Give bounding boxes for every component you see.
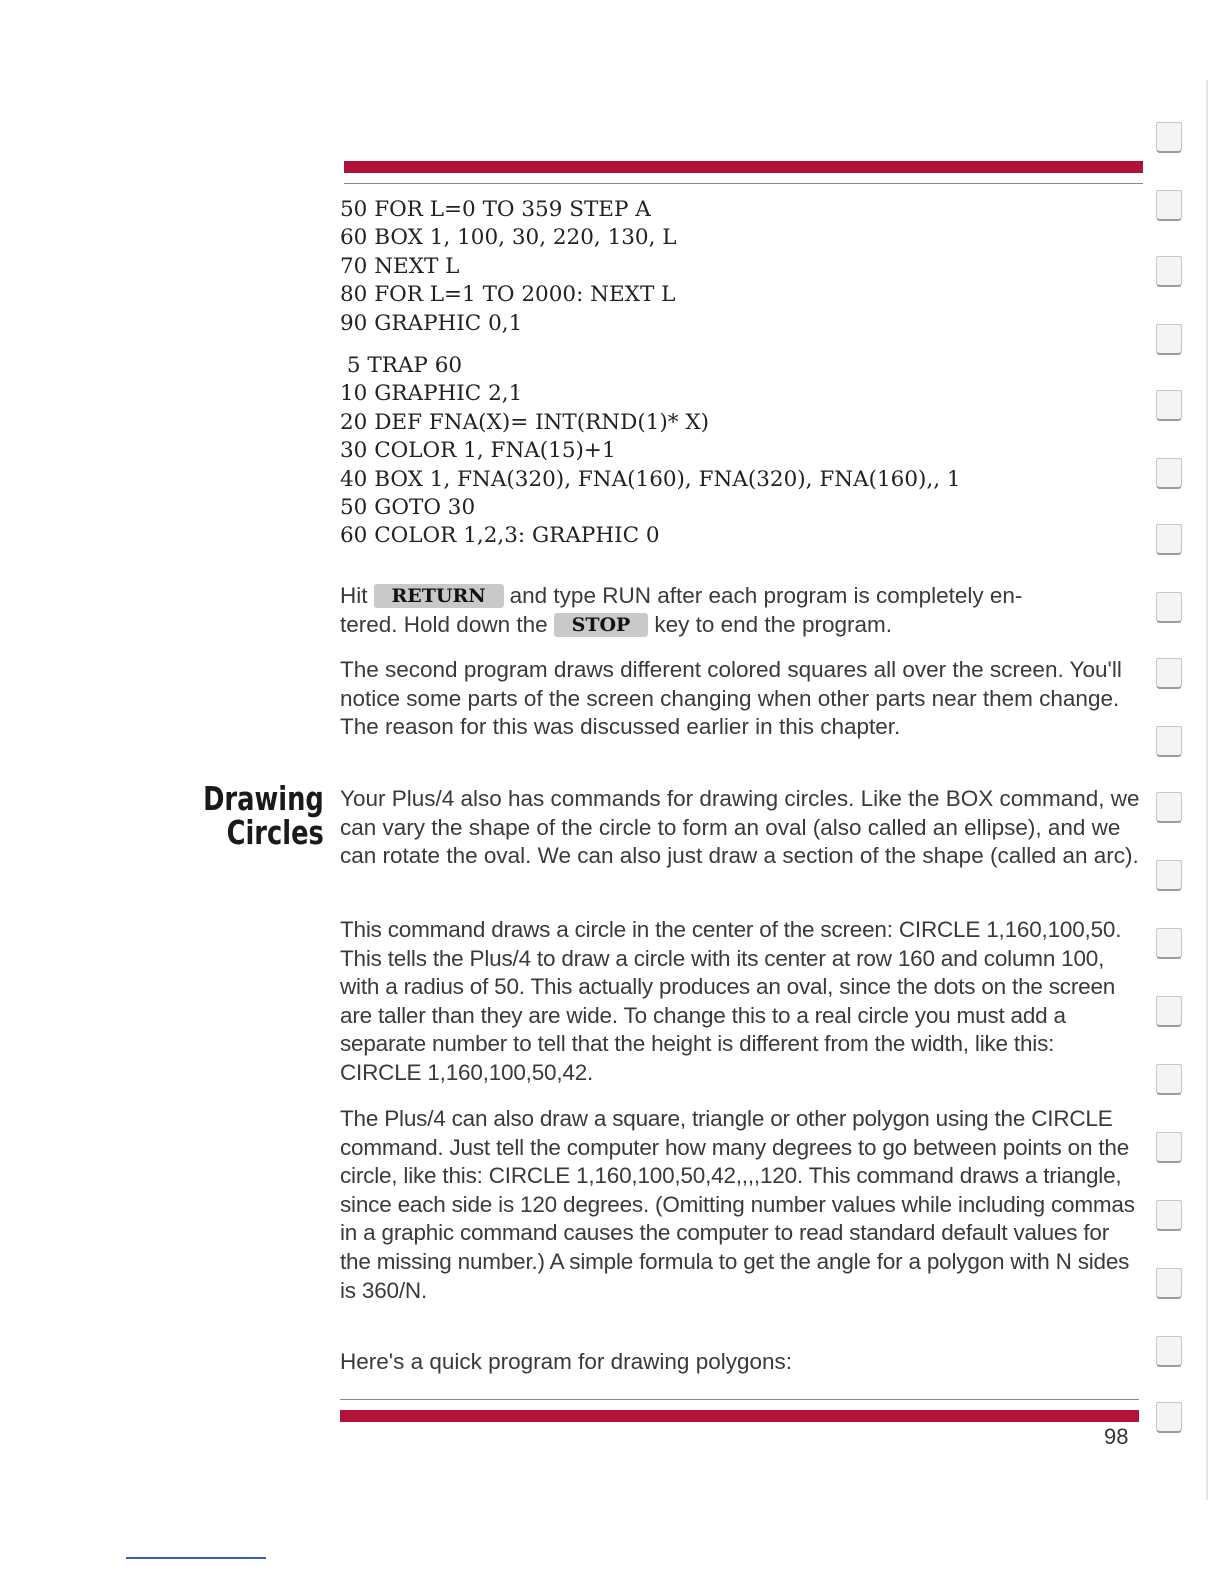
instructions-text: key to end the program.: [654, 611, 892, 637]
code-block-2: [340, 352, 1140, 551]
circles-intro-paragraph: Your Plus/4 also has commands for drawing circles. Like the BOX command, we can vary the shape of the circle to form an oval (also called an ellipse), and we can rotate the oval. We can also just draw a section of the shape (called an arc).: [340, 786, 1140, 869]
code-line: 10 GRAPHIC 2,1: [340, 381, 523, 407]
binding-tab: [1156, 592, 1182, 623]
top-thin-rule: [344, 183, 1143, 184]
binding-tab: [1156, 726, 1182, 757]
binding-tab: [1156, 122, 1182, 153]
code-line: 60 BOX 1, 100, 30, 220, 130, L: [340, 225, 677, 251]
binding-tab: [1156, 860, 1182, 891]
instructions-paragraph: [340, 582, 1140, 639]
bottom-rule: [340, 1410, 1139, 1422]
second-program-paragraph: The second program draws different colored squares all over the screen. You'll notice some parts of the screen changing when other parts near them change. The reason for this was discussed earlier in this chapter.: [340, 657, 1122, 740]
code-line: 70 NEXT L: [340, 253, 460, 279]
binding-tab: [1156, 190, 1182, 221]
stop-key-label: STOP: [554, 613, 649, 637]
page-number: 98: [1104, 1424, 1129, 1449]
binding-tab: [1156, 1064, 1182, 1095]
binding-tab: [1156, 524, 1182, 555]
binding-tab: [1156, 324, 1182, 355]
footer-line: [126, 1557, 266, 1559]
return-key-label: RETURN: [374, 584, 504, 608]
binding-tab: [1156, 792, 1182, 823]
code-line: 60 COLOR 1,2,3: GRAPHIC 0: [340, 523, 660, 549]
code-line: 80 FOR L=1 TO 2000: NEXT L: [340, 282, 676, 308]
binding-tab: [1156, 256, 1182, 287]
circle-center-paragraph: This command draws a circle in the center of the screen: CIRCLE 1,160,100,50. This tells the Plus/4 to draw a circle with its center at row 160 and column 100, with a radius of 50. This actually produces an oval, since the dots on the screen are taller than they are wide. To change this to a real circle you must add a separate number to tell that the height is different from the width, like this: CIRCLE 1,160,100,50,42.: [340, 917, 1122, 1085]
code-line: 90 GRAPHIC 0,1: [340, 310, 523, 336]
binding-tab: [1156, 996, 1182, 1027]
code-line: 5 TRAP 60: [340, 353, 463, 378]
top-rule: [344, 161, 1143, 173]
code-block-1: [340, 196, 1140, 338]
code-line: 40 BOX 1, FNA(320), FNA(160), FNA(320), FNA(160),, 1: [340, 466, 961, 492]
binding-tab: [1156, 1268, 1182, 1299]
polygon-paragraph: The Plus/4 can also draw a square, triangle or other polygon using the CIRCLE command. Just tell the computer how many degrees to go between points on the circle, like this: CIRCLE 1,160,100,50,42,,,,120. This command draws a triangle, since each side is 120 degrees. (Omitting number values while including commas in a graphic command causes the computer to read standard default values for the missing number.) A simple formula to get the angle for a polygon with N sides is 360/N.: [340, 1106, 1135, 1303]
binding-tab: [1156, 1402, 1182, 1433]
binding-tab: [1156, 1132, 1182, 1163]
section-heading-line: Circles: [226, 813, 324, 852]
code-line: 50 FOR L=0 TO 359 STEP A: [340, 197, 651, 222]
code-line: 20 DEF FNA(X)= INT(RND(1)* X): [340, 409, 710, 435]
instructions-text: Hit: [340, 583, 368, 608]
section-heading: [203, 779, 324, 852]
section-heading-line: Drawing: [203, 779, 324, 818]
binding-tab: [1156, 928, 1182, 959]
quick-program-paragraph: Here's a quick program for drawing polygons:: [340, 1349, 793, 1374]
binding-tab: [1156, 658, 1182, 689]
binding-tab: [1156, 458, 1182, 489]
code-line: 30 COLOR 1, FNA(15)+1: [340, 438, 616, 464]
binding-tab: [1156, 390, 1182, 421]
binding-tab: [1156, 1336, 1182, 1367]
instructions-text: tered. Hold down the: [340, 611, 548, 637]
instructions-text: and type RUN after each program is completely en-: [509, 583, 1023, 608]
code-line: 50 GOTO 30: [340, 495, 476, 521]
binding-edge: [1206, 80, 1208, 1500]
binding-tab: [1156, 1200, 1182, 1231]
bottom-thin-rule: [340, 1399, 1139, 1400]
